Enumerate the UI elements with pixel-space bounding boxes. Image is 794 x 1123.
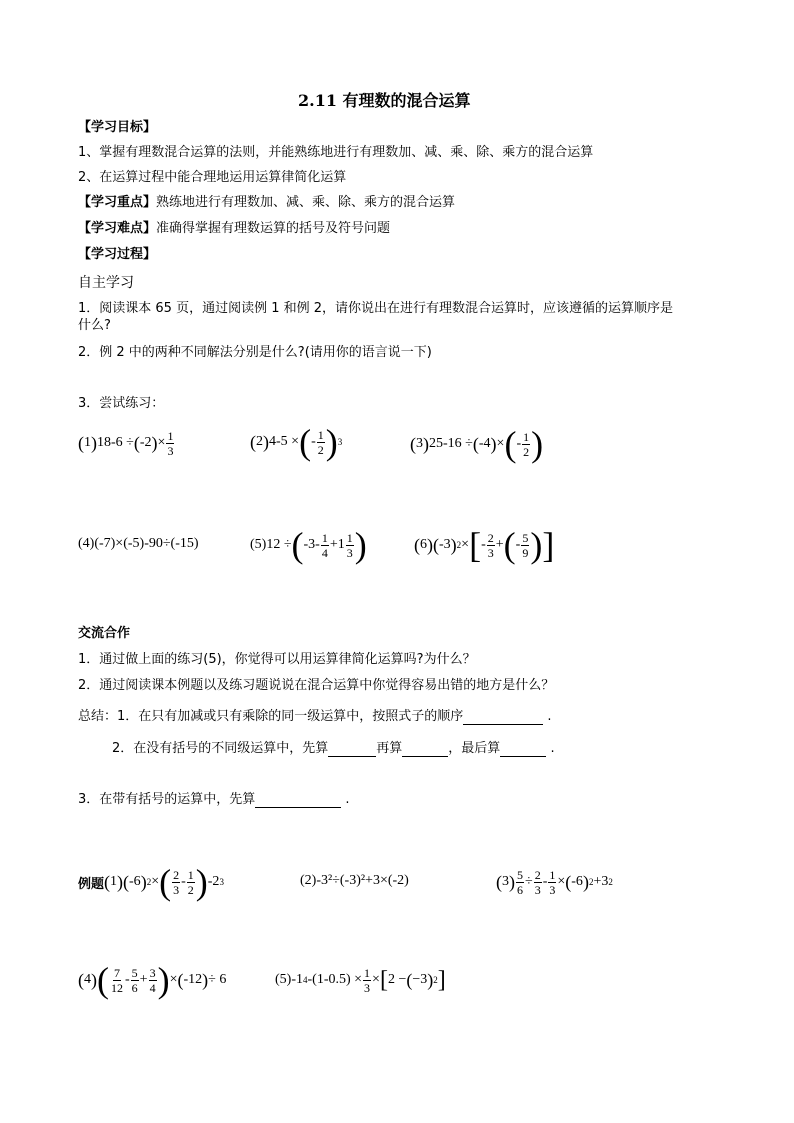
example-1: 例题 ( 1 ) ( -6 ) 2 × ( $\frac{2}{3}$ - $\frac{1}{2}$ ) -2 3: [78, 862, 224, 902]
exercise-1: ( 1 ) 18-6 ÷ ( -2 ) × $\frac{1}{3}$: [78, 428, 174, 458]
difficulty-heading: 【学习难点】: [78, 221, 157, 236]
summary-2: 2．在没有括号的不同级运算中，先算 再算 ，最后算 .: [112, 741, 555, 756]
goal-item: 2、在运算过程中能合理地运用运算律简化运算: [78, 170, 347, 185]
example-5: (5)-1 4 -(1-0.5) × $\frac{1}{3}$ × [ 2 − ( −3 ) 2 ]: [275, 965, 446, 995]
example-label: 例题: [78, 876, 105, 892]
key-point-line: [78, 195, 455, 211]
process-heading: 【学习过程】: [78, 247, 157, 262]
key-point-text: 熟练地进行有理数加、减、乘、除、乘方的混合运算: [156, 195, 456, 210]
goal-item: 1、掌握有理数混合运算的法则，并能熟练地进行有理数加、减、乘、除、乘方的混合运算: [78, 145, 594, 160]
goals-heading: 【学习目标】: [78, 120, 157, 135]
section-heading-cooperation: 交流合作: [78, 626, 131, 641]
coop-question-2: 2．通过阅读课本例题以及练习题说说在混合运算中你觉得容易出错的地方是什么？: [78, 678, 555, 693]
exercise-4: (4)(-7)×(-5)-90÷(-15): [78, 536, 199, 551]
answer-blank[interactable]: [463, 710, 543, 725]
coop-question-1: 1．通过做上面的练习(5)，你觉得可以用运算律简化运算吗?为什么？: [78, 652, 476, 667]
exercise-5: (5)12 ÷ ( -3- $\frac{1}{4}$ +1 $\frac{1}{3}$ ): [250, 525, 367, 565]
question-1: 1．阅读课本 65 页，通过阅读例 1 和例 2，请你说出在进行有理数混合运算时，应该遵循的运算顺序是: [78, 301, 674, 316]
example-3: ( 3 ) $\frac{5}{6}$ ÷ $\frac{2}{3}$ - $\frac{1}{3}$ × ( -6 ) 2 +3 2: [496, 867, 613, 897]
answer-blank[interactable]: [402, 742, 448, 757]
key-point-heading: 【学习重点】: [78, 195, 157, 210]
exercise-3: ( 3 ) 25-16 ÷ ( -4 ) × ( - $\frac{1}{2}$ ): [410, 424, 544, 464]
question-1-cont: 什么?: [78, 318, 111, 333]
page-title: 2.11 有理数的混合运算: [298, 91, 471, 110]
example-4: ( 4 ) ( $\frac{7}{12}$ - $\frac{5}{6}$ + $\frac{3}{4}$ ) × ( -12 ) ÷ 6: [78, 960, 227, 1000]
difficulty-line: [78, 221, 390, 237]
answer-blank[interactable]: [255, 793, 341, 808]
difficulty-text: 准确得掌握有理数运算的括号及符号问题: [156, 221, 391, 236]
answer-blank[interactable]: [500, 742, 546, 757]
summary-1: 总结：1．在只有加减或只有乘除的同一级运算中，按照式子的顺序 .: [78, 709, 552, 724]
example-2: (2)-3²÷(-3)²+3×(-2): [300, 873, 409, 888]
summary-3: 3．在带有括号的运算中，先算 .: [78, 792, 350, 807]
exercise-2: ( 2 ) 4-5 × ( - $\frac{1}{2}$ ) 3: [250, 422, 343, 462]
question-3: 3．尝试练习：: [78, 396, 165, 411]
question-2: 2．例 2 中的两种不同解法分别是什么?(请用你的语言说一下): [78, 345, 432, 360]
exercise-6: ( 6 ) ( -3 ) 2 × [ - $\frac{2}{3}$ + ( - $\frac{5}{9}$ ) ]: [414, 525, 555, 565]
section-heading-self-study: 自主学习: [78, 275, 134, 291]
answer-blank[interactable]: [328, 742, 376, 757]
